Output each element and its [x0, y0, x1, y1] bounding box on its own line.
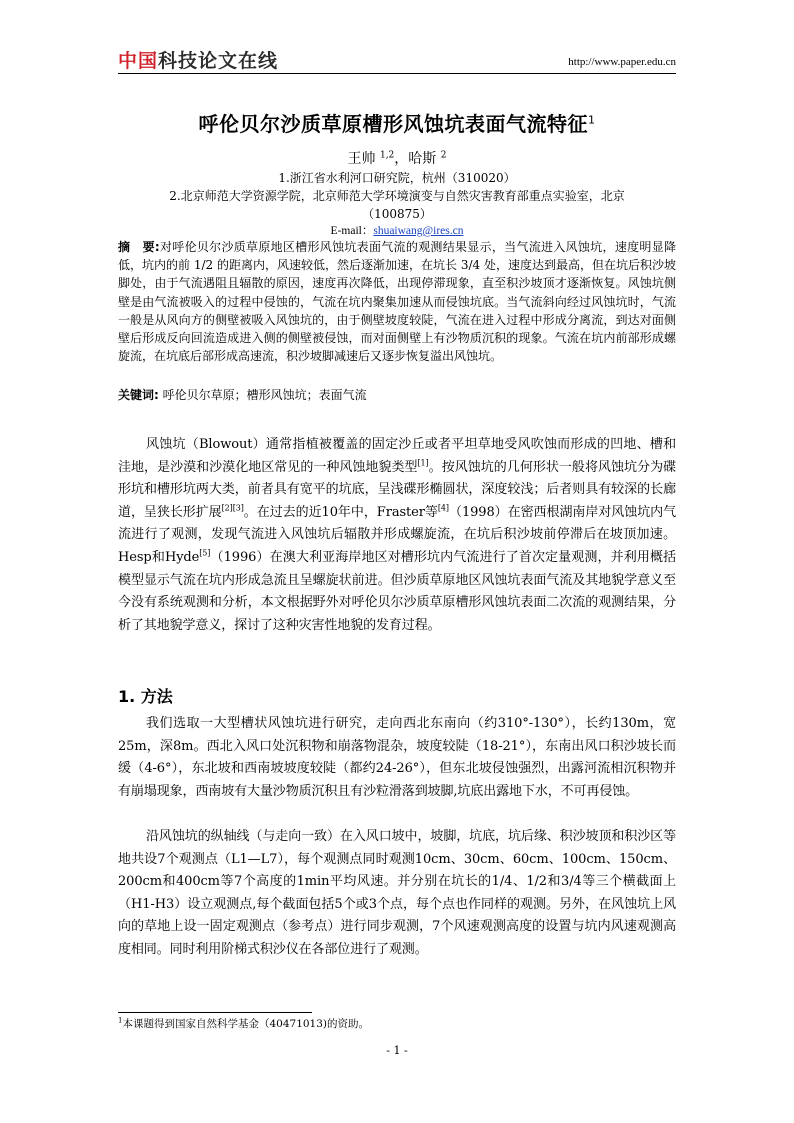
- author-separator: ，: [394, 151, 409, 167]
- author-1: 王帅: [347, 151, 376, 167]
- title-footnote-mark: 1: [588, 113, 596, 127]
- author-line: [118, 148, 676, 168]
- methods-paragraph-1: 我们选取一大型槽状风蚀坑进行研究，走向西北东南向（约310°-130°），长约130m，宽25m，深8m。西北入风口处沉积物和崩落物混杂，坡度较陡（18-21°），东南出风口积沙坡长而缓（4-6°），东北坡和西南坡坡度较陡（都约24-26°），但东北坡侵蚀强烈，出露河流相沉积物并有崩塌现象，西南坡有大量沙物质沉积且有沙粒滑落到坡脚,坑底出露地下水，不可再侵蚀。: [118, 716, 676, 799]
- abstract: [118, 238, 676, 365]
- intro-text-4: （1998）在密西根湖南岸对风蚀坑内气流进行了观测，发现气流进入风蚀坑后辐散并形成螺旋流，在坑后积沙坡前停滞后在坡顶加速。Hesp和Hyde: [118, 504, 677, 565]
- affiliation-2: 2.北京师范大学资源学院，北京师范大学环境演变与自然灾害教育部重点实验室，北京: [169, 189, 625, 203]
- keywords-label: 关键词:: [118, 388, 159, 402]
- email-link[interactable]: shuaiwang@ires.cn: [373, 225, 464, 237]
- page-header: [118, 44, 676, 72]
- intro-text-3: 。在过去的近10年中，Fraster等: [243, 504, 438, 520]
- site-logo[interactable]: [118, 46, 278, 73]
- page-number: - 1 -: [386, 1044, 408, 1057]
- footnote-mark: 1: [118, 1016, 123, 1025]
- header-url[interactable]: http://www.paper.edu.cn: [568, 56, 676, 68]
- citation-1: [1]: [417, 458, 429, 468]
- intro-paragraph: [118, 434, 676, 637]
- abstract-text: 对呼伦贝尔沙质草原地区槽形风蚀坑表面气流的观测结果显示，当气流进入风蚀坑，速度明显降低，坑内的前 1/2 的距离内，风速较低，然后逐渐加速，在坑长 3/4 处，速度达到最高，但在坑后积沙坡脚处，由于气流遇阻且辐散的原因，速度再次降低，出现停滞现象，直至积沙坡顶才逐渐恢复。风蚀坑侧壁是由气流被吸入的过程中侵蚀的，气流在坑内聚集加速从而侵蚀坑底。当气流斜向经过风蚀坑时，气流一般是从风向方的侧壁被吸入风蚀坑的，由于侧壁坡度较陡，气流在进入过程中形成分离流，到达对面侧壁后形成反向回流造成进入侧的侧壁被侵蚀，而对面侧壁上有沙物质沉积的现象。气流在坑内前部形成螺旋流，在坑底后部形成高速流，积沙坡脚减速后又逐步恢复溢出风蚀坑。: [118, 240, 676, 364]
- author-2-affiliation: 2: [440, 150, 447, 161]
- paper-title-text: 呼伦贝尔沙质草原槽形风蚀坑表面气流特征: [198, 112, 588, 136]
- header-divider: [118, 73, 676, 74]
- intro-text-1: 风蚀坑（Blowout）通常指植被覆盖的固定沙丘或者平坦草地受风吹蚀而形成的凹地、槽和洼地，是沙漠和沙漠化地区常见的一种风蚀地貌类型: [118, 437, 676, 475]
- footnote-divider: [118, 1012, 312, 1013]
- email-line: [118, 222, 676, 238]
- logo-dark-text: 科技论文在线: [158, 50, 279, 72]
- email-label: E-mail：: [330, 225, 374, 237]
- keywords: [118, 386, 676, 403]
- abstract-label: 摘 要:: [118, 240, 160, 254]
- footnote: [118, 1016, 676, 1031]
- section-heading-methods: 1. 方法: [118, 687, 173, 706]
- citation-4: [4]: [437, 503, 449, 513]
- citation-5: [5]: [199, 548, 211, 558]
- intro-text-5: （1996）在澳大利亚海岸地区对槽形坑内气流进行了首次定量观测，并利用概括模型显示气流在坑内形成急流且呈螺旋状前进。但沙质草原地区风蚀坑表面气流及其地貌学意义至今没有系统观测和分析，本文根据野外对呼伦贝尔沙质草原槽形风蚀坑表面二次流的观测结果，分析了其地貌学意义，探讨了这种灾害性地貌的发育过程。: [118, 549, 676, 633]
- methods-paragraph-2: 沿风蚀坑的纵轴线（与走向一致）在入风口坡中，坡脚，坑底，坑后缘、积沙坡顶和积沙区等地共设7个观测点（L1—L7），每个观测点同时观测10cm、30cm、60cm、100cm、150cm、200cm和400cm等7个高度的1min平均风速。并分别在坑长的1/4、1/2和3/4等三个横截面上（H1-H3）设立观测点,每个截面包括5个或3个点，每个点也作同样的观测。另外，在风蚀坑上风向的草地上设一固定观测点（参考点）进行同步观测，7个风速观测高度的设置与坑内风速观测高度相同。同时利用阶梯式积沙仪在各部位进行了观测。: [118, 829, 676, 957]
- intro-text-2: 。按风蚀坑的几何形状一般将风蚀坑分为碟形坑和槽形坑两大类，前者具有宽平的坑底，呈浅碟形椭圆状，深度较浅；后者则具有较深的长廊道，呈狭长形扩展: [118, 459, 676, 520]
- affiliation-2-postcode: （100875）: [362, 207, 432, 221]
- keywords-text: 呼伦贝尔草原；槽形风蚀坑；表面气流: [162, 388, 367, 402]
- author-1-affiliation: 1,2: [379, 150, 395, 161]
- citation-2-3: [2][3]: [221, 503, 244, 513]
- paper-title: [118, 108, 676, 137]
- affiliation-1: 1.浙江省水利河口研究院，杭州（310020）: [278, 171, 516, 185]
- author-2: 哈斯: [408, 151, 437, 167]
- logo-red-text: 中国: [118, 50, 159, 72]
- footnote-text: 本课题得到国家自然科学基金（40471013)的资助。: [122, 1018, 370, 1030]
